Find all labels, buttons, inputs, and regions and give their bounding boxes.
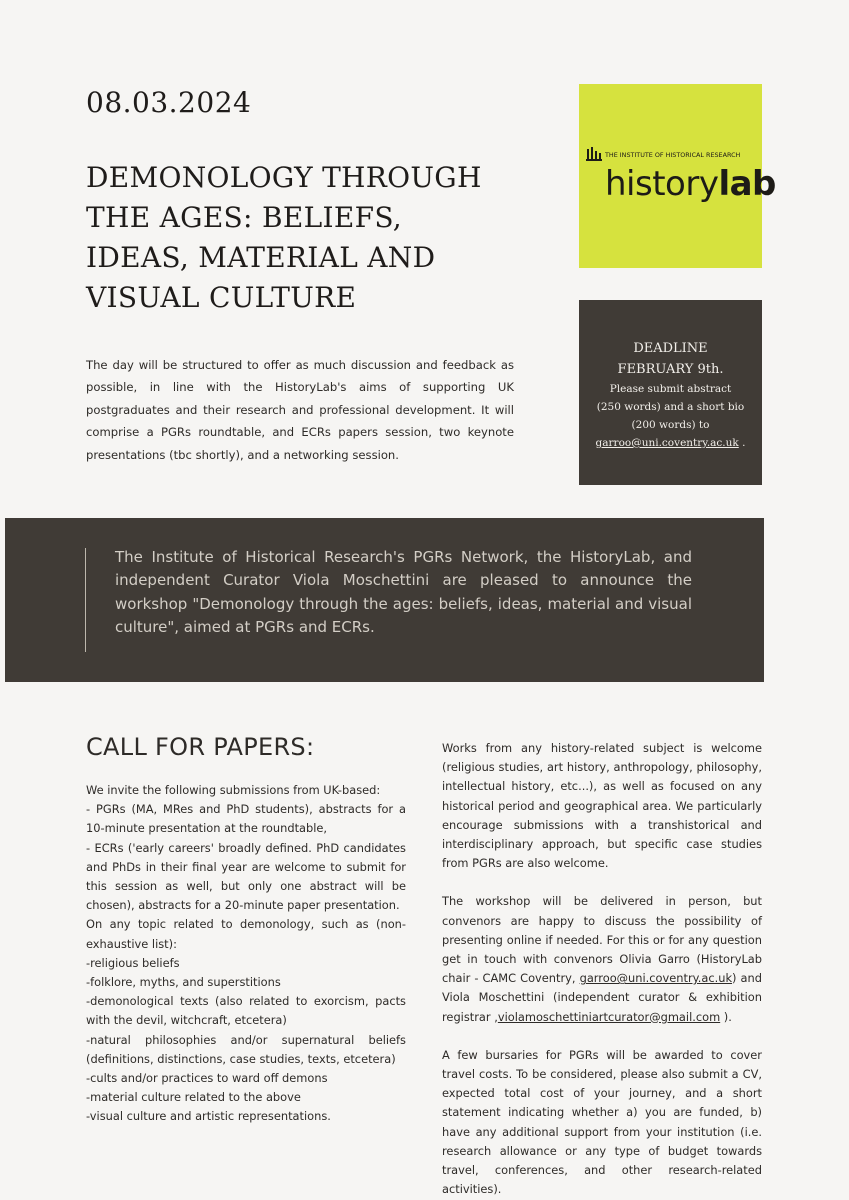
logo-institute-line bbox=[586, 147, 740, 163]
cfp-left-column bbox=[86, 781, 406, 1127]
intro-paragraph: The day will be structured to offer as much discussion and feedback as possible, in line with the HistoryLab's aims of supporting UK postgraduates and their research and professional development. It will comprise a PGRs roundtable, and ECRs papers session, two keynote presentations (tbc shortly), and a networking session. bbox=[86, 358, 514, 462]
historylab-logo bbox=[579, 84, 776, 268]
bursaries-paragraph: A few bursaries for PGRs will be awarded to cover travel costs. To be considered, please also submit a CV, expected total cost of your journey, and a short statement indicating whether a) you are funded, b) have any additional support from your institution (i.e. research allowance or any type of budget towards travel, conferences, and other research-related activities). bbox=[442, 1047, 762, 1197]
cfp-line: -visual culture and artistic representations. bbox=[86, 1109, 331, 1124]
announcement-text: The Institute of Historical Research's PGRs Network, the HistoryLab, and independent Curator Viola Moschettini are pleased to announce the workshop "Demonology through the ages: beliefs, ideas, material and visual culture", aimed at PGRs and ECRs. bbox=[115, 548, 692, 637]
deadline-email-suffix: . bbox=[738, 437, 746, 449]
works-paragraph: Works from any history-related subject is welcome (religious studies, art history, anthropology, philosophy, intellectual history, etc...), as well as focused on any historical period and geographical area. We particularly encourage submissions with a transhistorical and interdisciplinary approach, but specific case studies from PGRs are also welcome. bbox=[442, 741, 762, 871]
cfp-line: - ECRs ('early careers' broadly defined. PhD candidates and PhDs in their final year are welcome to submit for this session as well, but only one abstract will be chosen), abstracts for a 20-minute paper presentation. bbox=[86, 840, 406, 913]
delivery-text-b: ) and Viola Moschettini (independent curator & exhibition registrar , bbox=[442, 971, 762, 1024]
delivery-text-a: The workshop will be delivered in person, but convenors are happy to discuss the possibility of presenting online if needed. For this or for any question get in touch with convenors Olivia Garro (HistoryLab chair - CAMC Coventry, bbox=[442, 894, 762, 986]
cfp-line: -material culture related to the above bbox=[86, 1090, 301, 1105]
cfp-line: We invite the following submissions from UK-based: bbox=[86, 783, 381, 797]
deadline-line-4: (250 words) and a short bio bbox=[596, 401, 745, 413]
deadline-heading: DEADLINE bbox=[633, 341, 708, 356]
moschettini-email-link[interactable]: violamoschettiniartcurator@gmail.com bbox=[497, 1009, 721, 1024]
logo-institute-text: THE INSTITUTE OF HISTORICAL RESEARCH bbox=[605, 151, 741, 159]
deadline-date: FEBRUARY 9th. bbox=[617, 362, 724, 377]
cfp-right-column bbox=[442, 739, 762, 1199]
cfp-line: On any topic related to demonology, such as (non-exhaustive list): bbox=[86, 917, 406, 951]
deadline-line-5: (200 words) to bbox=[631, 419, 710, 431]
logo-wordmark bbox=[605, 164, 776, 204]
logo-word-history: history bbox=[605, 164, 719, 204]
cfp-line: -cults and/or practices to ward off demons bbox=[86, 1071, 328, 1086]
delivery-paragraph bbox=[442, 892, 762, 1026]
ihr-building-icon bbox=[586, 147, 602, 163]
deadline-box bbox=[579, 300, 762, 485]
cfp-line: -demonological texts (also related to exorcism, pacts with the devil, witchcraft, etcetera) bbox=[86, 994, 406, 1028]
logo-word-lab: lab bbox=[718, 164, 776, 204]
event-date: 08.03.2024 bbox=[86, 86, 252, 119]
cfp-line: - PGRs (MA, MRes and PhD students), abstracts for a 10-minute presentation at the roundtable, bbox=[86, 802, 406, 836]
cfp-line: -religious beliefs bbox=[86, 955, 180, 970]
garro-email-link[interactable]: garroo@uni.coventry.ac.uk bbox=[579, 971, 733, 986]
deadline-line-3: Please submit abstract bbox=[609, 383, 732, 395]
cfp-line: -folklore, myths, and superstitions bbox=[86, 975, 281, 990]
cfp-line: -natural philosophies and/or supernatural beliefs (definitions, distinctions, case studies, texts, etcetera) bbox=[86, 1032, 406, 1066]
announcement-band bbox=[5, 518, 764, 682]
call-for-papers-heading: CALL FOR PAPERS: bbox=[86, 733, 315, 761]
delivery-text-c: ). bbox=[720, 1009, 732, 1024]
page-title: DEMONOLOGY THROUGH THE AGES: BELIEFS, IDEAS, MATERIAL AND VISUAL CULTURE bbox=[86, 161, 482, 314]
deadline-email-link[interactable]: garroo@uni.coventry.ac.uk bbox=[595, 437, 739, 449]
quote-bar bbox=[85, 548, 86, 652]
